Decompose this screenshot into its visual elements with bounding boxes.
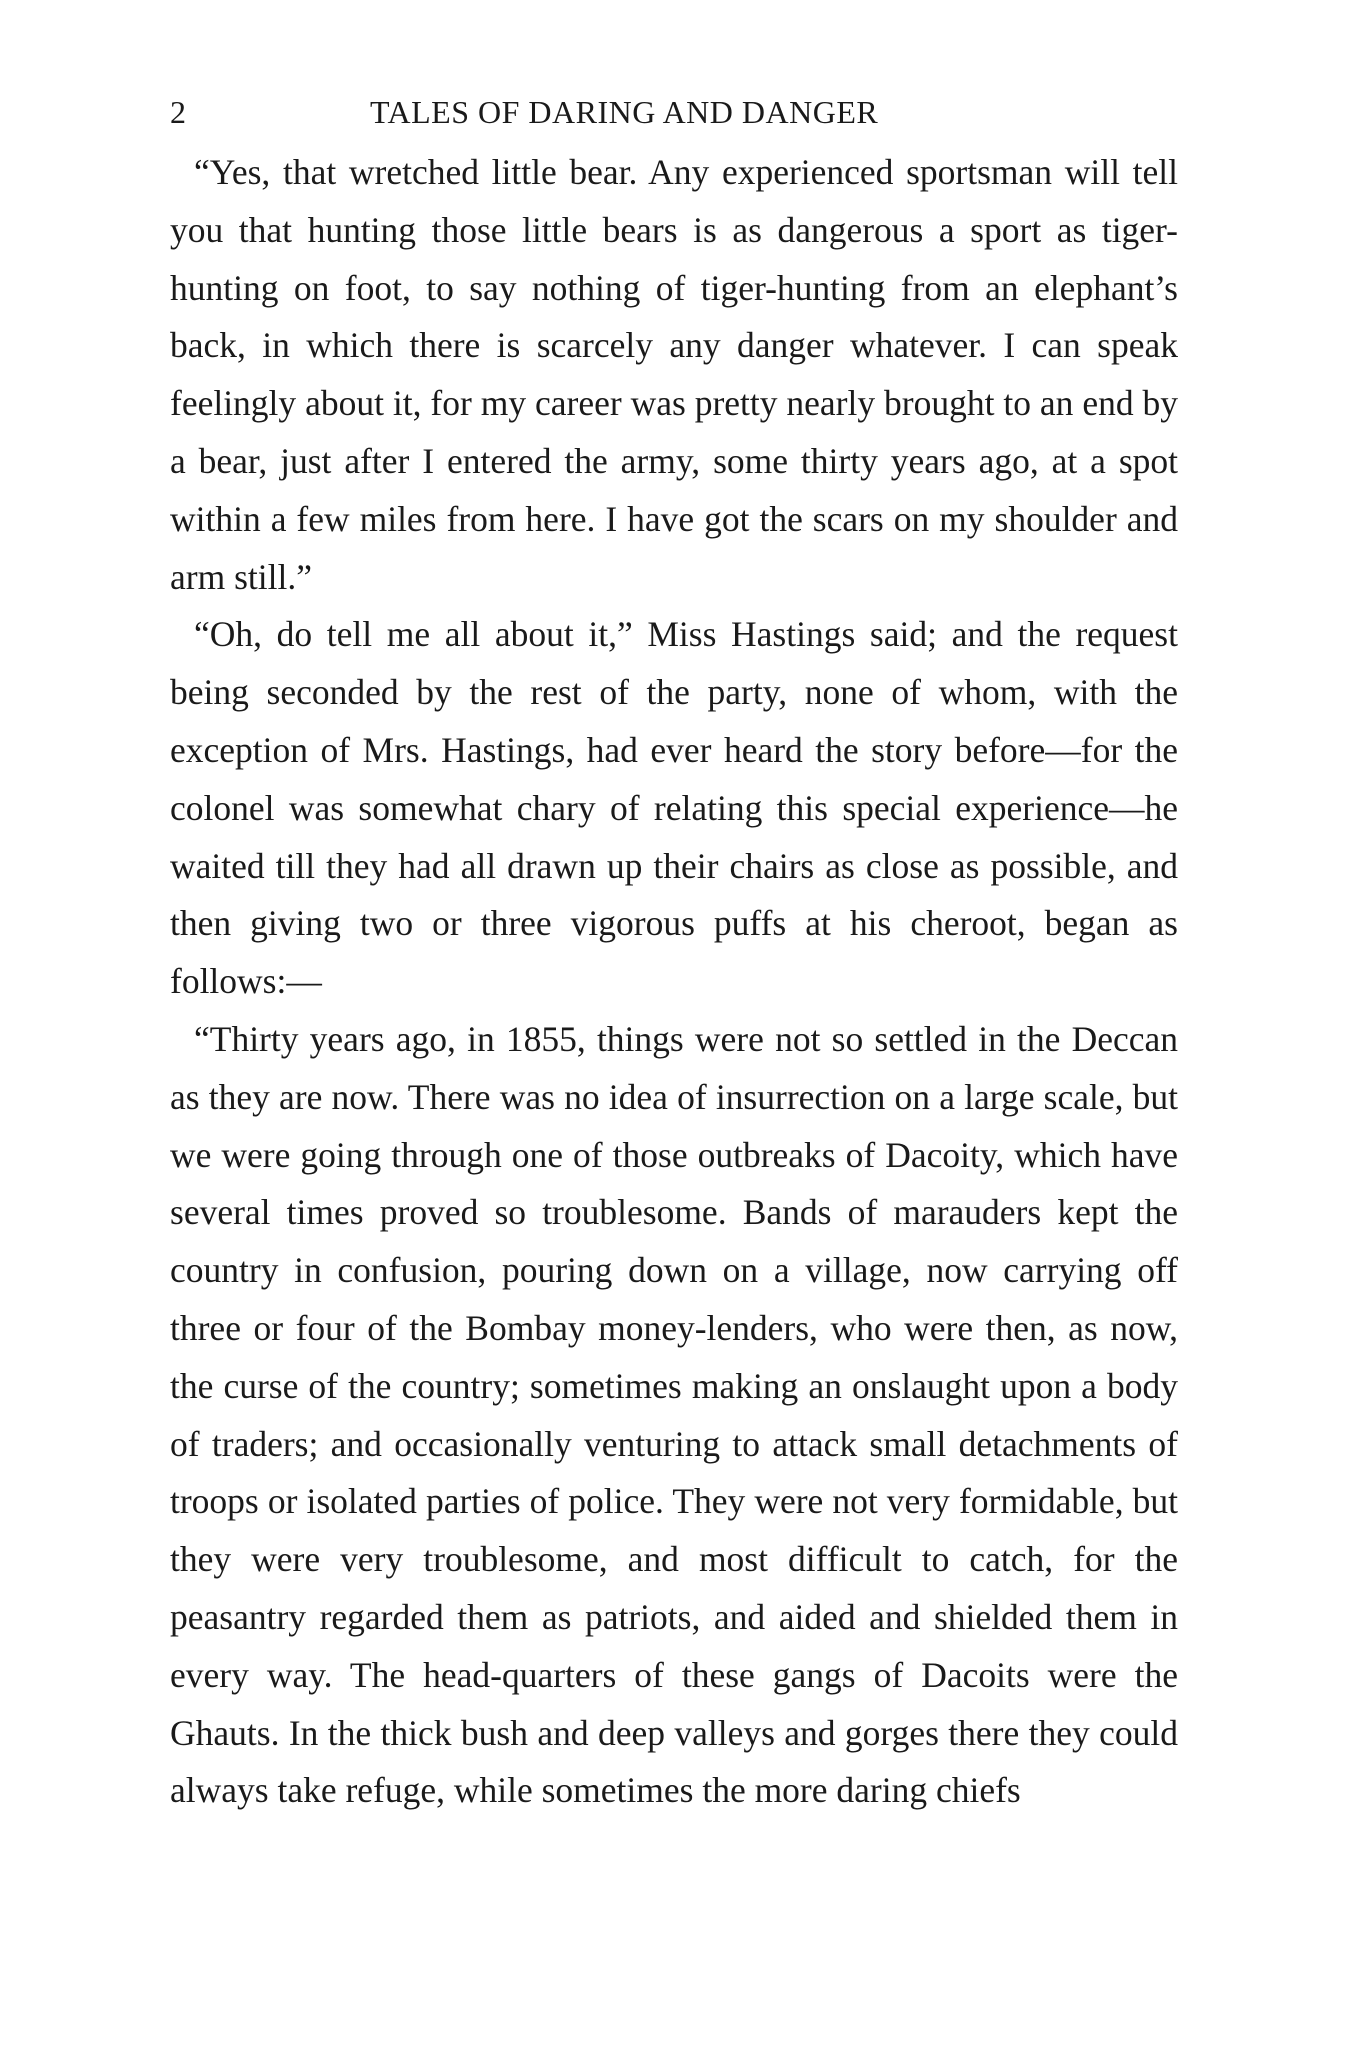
running-head <box>170 92 1178 132</box>
book-page <box>170 92 1178 1820</box>
page-number: 2 <box>170 94 187 130</box>
running-title: TALES OF DARING AND DANGER <box>370 94 879 130</box>
paragraph: “Thirty years ago, in 1855, things were not so settled in the Deccan as they are now. There was no idea of insurrection on a large scale, but we were going through one of those outbreaks of Dacoity, which have several times proved so troublesome. Bands of marauders kept the country in confusion, pouring down on a village, now carrying off three or four of the Bombay money-lenders, who were then, as now, the curse of the country; sometimes making an onslaught upon a body of traders; and occasionally venturing to attack small detachments of troops or isolated parties of police. They were not very formidable, but they were very troublesome, and most difficult to catch, for the peasantry regarded them as patriots, and aided and shielded them in every way. The head-quarters of these gangs of Dacoits were the Ghauts. In the thick bush and deep valleys and gorges there they could always take refuge, while sometimes the more daring chiefs <box>170 1018 1178 1811</box>
paragraph: “Yes, that wretched little bear. Any experienced sportsman will tell you that hunting those little bears is as dangerous a sport as tiger-hunting on foot, to say nothing of tiger-hunting from an elephant’s back, in which there is scarcely any danger whatever. I can speak feelingly about it, for my career was pretty nearly brought to an end by a bear, just after I entered the army, some thirty years ago, at a spot within a few miles from here. I have got the scars on my shoulder and arm still.” <box>170 152 1178 597</box>
paragraph: “Oh, do tell me all about it,” Miss Hastings said; and the request being seconded by the rest of the party, none of whom, with the exception of Mrs. Hastings, had ever heard the story before—for the colonel was somewhat chary of relating this special experience—he waited till they had all drawn up their chairs as close as possible, and then giving two or three vigorous puffs at his cheroot, began as follows:— <box>170 614 1178 1002</box>
body-text <box>170 144 1178 1820</box>
